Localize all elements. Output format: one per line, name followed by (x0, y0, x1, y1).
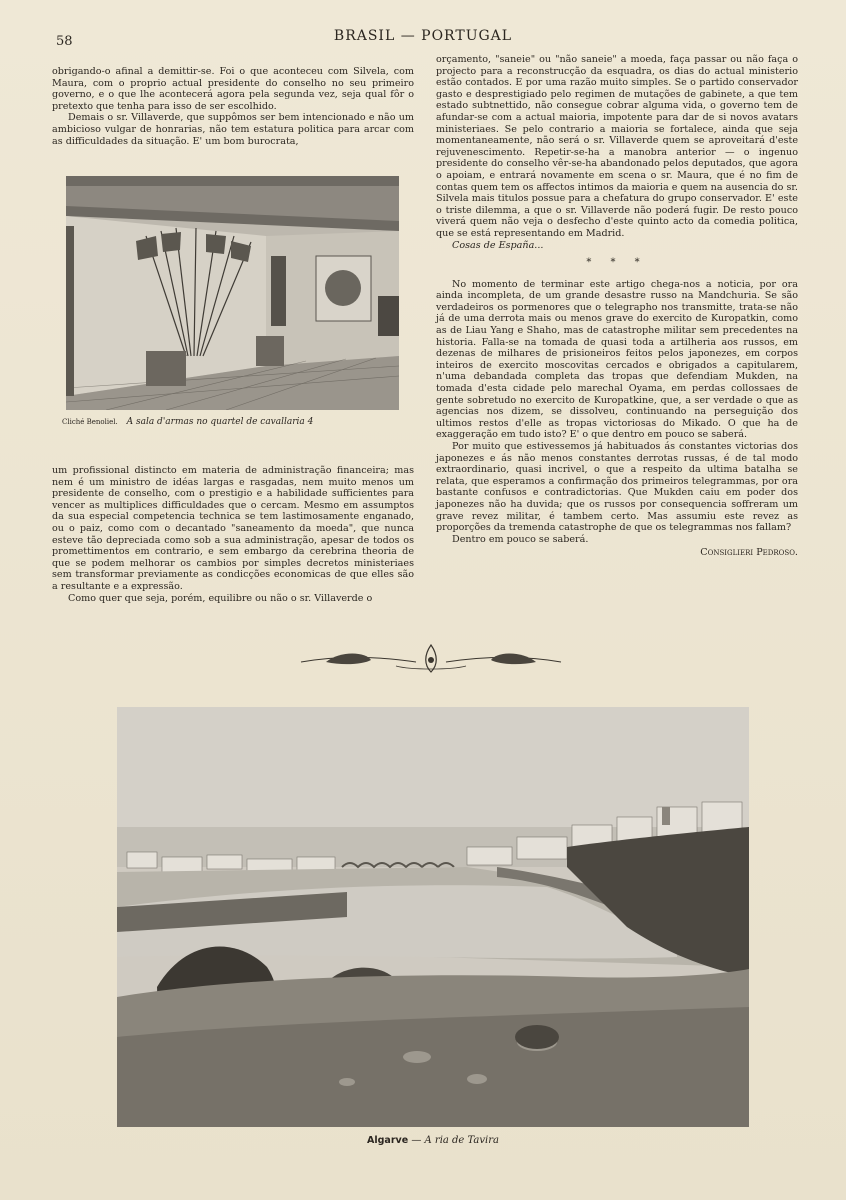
paragraph: orçamento, "saneie" ou "não saneie" a moeda, faça passar ou não faça o projecto para a reconstrucção da esquadra, os dias do actual ministerio estão contados. E por uma razão muito simples. Se o partido conservador gasto e desprestigiado pelo regimen de mutações de gabinete, a que tem estado subtnettido, não consegue cobrar alguma vida, o governo tem de afundar-se com a actual maioria, impotente para dar de si novos avatars ministeriaes. Se pelo contrario a maioria se fortalece, ainda que seja momentaneamente, não será o sr. Villaverde quem se aproveitará d'este rejuvenescimento. Repetir-se-ha a manobra anterior — o ingenuo presidente do conselho vêr-se-ha abandonado pelos deputados, que agora o apoiam, e entrará novamente em scena o sr. Maura, que é no fim de contas quem tem os affectos intimos da maioria e quem na ausencia do sr. Silvela mais titulos possue para a chefatura do grupo conservador. E' este o triste dilemma, a que o sr. Villaverde não poderá fugir. De resto pouco viverá quem não veja o desfecho d'este quinto acto da comedia politica, que se está representando em Madrid. (436, 54, 798, 239)
photo-credit: Cliché Benoliel. (62, 418, 118, 426)
author-signature: Consiglieri Pedroso. (700, 547, 798, 559)
caption-dash: — (408, 1135, 425, 1146)
paragraph: Demais o sr. Villaverde, que suppômos ser bem intencionado e não um ambicioso vulgar de honrarias, não tem estatura politica para arcar com as difficuldades da situação. E' um bom burocrata, (52, 112, 414, 147)
right-column (436, 54, 798, 559)
paragraph: Como quer que seja, porém, equilibre ou não o sr. Villaverde o (68, 592, 373, 604)
caption-text: A ria de Tavira (424, 1135, 499, 1146)
page-number: 58 (56, 34, 73, 49)
section-separator: * * * (586, 257, 648, 269)
barracks-armory-photo (66, 176, 399, 410)
tavira-river-illustration (117, 707, 749, 1127)
barracks-photo-caption (62, 417, 402, 427)
article-source: Cosas de España... (452, 239, 544, 251)
tavira-photo-caption (117, 1135, 749, 1146)
tavira-landscape-photo (117, 707, 749, 1127)
barracks-armory-illustration (66, 176, 399, 410)
paragraph: um profissional distincto em materia de administração financeira; mas nem é um ministro de idéas largas e rasgadas, nem muito menos um presidente de conselho, com o prestigio e a habilidade sufficientes para vencer as multiplices difficuldades que o cercam. Mesmo em assumptos da sua especial competencia technica se tem lastimosamente enganado, ou o paiz, como com o decantado "saneamento da moeda", que nunca esteve tão depreciada como sob a sua administração, apesar de todos os promettimentos em contrario, e sem embargo da cerebrina theoria de que se podem melhorar os cambios por simples decretos ministeriaes sem transformar previamente as condicções economicas de que elles são a resultante e a expressão. (52, 465, 414, 592)
left-column-top (52, 66, 414, 147)
page-title: BRASIL — PORTUGAL (333, 28, 513, 44)
caption-text: A sala d'armas no quartel de cavallaria 4 (126, 417, 314, 427)
paragraph: obrigando-o afinal a demittir-se. Foi o que aconteceu com Silvela, com Maura, com o proprio actual presidente do conselho no seu primeiro governo, e o que lhe acontecerá agora pela segunda vez, seja qual fôr o pretexto que tenha para isso de ser escolhido. (52, 66, 414, 112)
left-column-bottom (52, 465, 414, 604)
decorative-ornament-divider (296, 640, 566, 680)
paragraph: Por muito que estivessemos já habituados ás constantes victorias dos japonezes e ás não menos constantes derrotas russas, é de tal modo extraordinario, quasi incrivel, o que a respeito da ultima batalha se relata, que esperamos a confirmação dos primeiros telegrammas, por ora bastante confusos e contradictorias. Que Mukden caiu em poder dos japonezes não ha duvida; que os russos por consequencia soffreram um grave revez militar, é tambem certo. Mas assumiu este revez as proporções da tremenda catastrophe de que os telegrammas nos fallam? (436, 441, 798, 534)
paragraph: Dentro em pouco se saberá. (452, 533, 589, 545)
caption-place: Algarve (367, 1135, 409, 1146)
paragraph: No momento de terminar este artigo chega-nos a noticia, por ora ainda incompleta, de um grande desastre russo na Mandchuria. Se são verdadeiros os pormenores que o telegrapho nos transmitte, trata-se não já de uma derrota mais ou menos grave do exercito de Kuropatkin, como as de Liau Yang e Shaho, mas de catastrophe militar sem precedentes na historia. Falla-se na tomada de quasi toda a artilheria aos russos, em dezenas de milhares de prisioneiros feitos pelos japonezes, em corpos inteiros de exercito moscovitas cercados e obrigados a capitularem, n'uma debandada completa das tropas que defendiam Mukden, na tomada d'esta cidade pelo marechal Oyama, em perdas collossaes de gente sobretudo no exercito de Kuropatkine, que, a ser verdade o que as agencias nos dizem, se dissolveu, continuando na perseguição dos ultimos restos d'elle as tropas victoriosas do Mikado. O que ha de exaggeração em tudo isto? E' o que dentro em pouco se saberá. (436, 278, 798, 441)
page-header (52, 26, 794, 50)
